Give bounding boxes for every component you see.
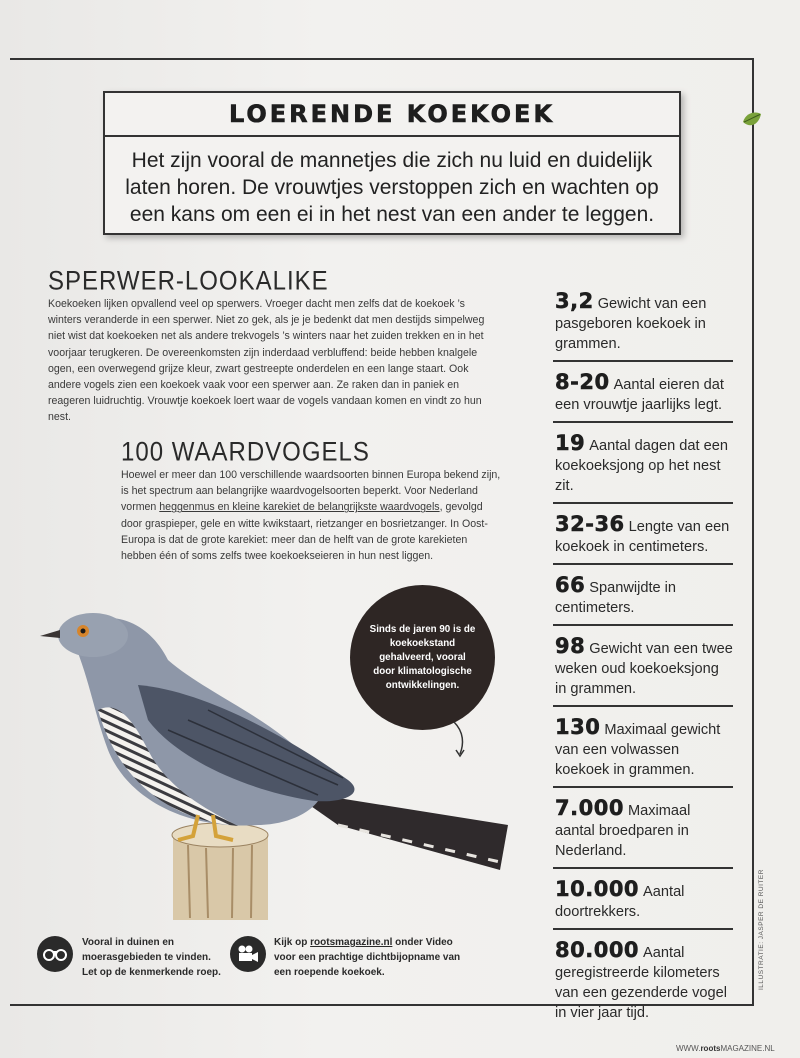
stat-value: 7.000 bbox=[555, 796, 624, 820]
video-text-post: onder Video voor een prachtige dichtbijopname van een roepende koekoek. bbox=[274, 937, 461, 978]
stat-value: 10.000 bbox=[555, 877, 640, 901]
section2-heading: 100 WAARDVOGELS bbox=[121, 437, 370, 468]
beak bbox=[40, 630, 60, 638]
stat-text: Gewicht van een twee weken oud koekoeksjong in grammen. bbox=[555, 641, 733, 697]
stat-item bbox=[553, 878, 733, 930]
stat-item bbox=[553, 290, 733, 362]
section1-text: Koekoeken lijken opvallend veel op sperwers. Vroeger dacht men zelfs dat de koekoek ’s winters veranderde in een sperwer. Niet zo gek, als je je bedenkt dat men destijds simpelweg niet wist dat koekoeken net als andere trekvogels ’s winters naar het zuiden trekken en in het voorjaar terugkeren. De overeenkomsten zijn inderdaad verbluffend: beide hebben knalgele ogen, een overwegend grijze kleur, zwart gestreepte onderdelen en een lange staart. Ook andere vogels zien een koekoek vaak voor een sperwer aan. Ze raken dan in paniek en reageren luidruchtig. Vrouwtje koekoek loert waar de vogels vandaan komen en vindt zo hun nest. bbox=[48, 298, 485, 424]
video-camera-icon bbox=[230, 936, 266, 972]
illustration-credit: ILLUSTRATIE: JASPER DE RUITER bbox=[758, 869, 765, 990]
title-box bbox=[103, 91, 681, 235]
binoculars-icon bbox=[37, 936, 73, 972]
section2-underlined: heggenmus en kleine karekiet de belangrijkste waardvogels bbox=[159, 501, 440, 514]
stat-text: Maximaal gewicht van een volwassen koekoek in grammen. bbox=[555, 722, 721, 778]
curved-arrow-icon bbox=[448, 720, 472, 760]
stat-text: Aantal geregistreerde kilometers van een gezenderde vogel in vier jaar tijd. bbox=[555, 945, 728, 1021]
stat-text: Aantal doortrekkers. bbox=[555, 884, 685, 920]
bird-head bbox=[58, 613, 128, 657]
url-suffix: MAGAZINE.NL bbox=[720, 1044, 775, 1053]
stat-item bbox=[553, 513, 733, 565]
section2-text-b: , gevolgd door graspieper, gele en witte kwikstaart, rietzanger en bosrietzanger. In Oost-Europa is dat de grote karekiet: meer dan de helft van de grote karekieten hebben één of soms zelfs twee koekoekseieren in hun nest liggen. bbox=[121, 501, 488, 563]
section2-text bbox=[121, 467, 501, 564]
stats-column bbox=[553, 290, 733, 1038]
stat-item bbox=[553, 797, 733, 869]
url-prefix: WWW. bbox=[676, 1044, 701, 1053]
magazine-url bbox=[676, 1044, 775, 1053]
tail bbox=[288, 790, 508, 870]
article-title: LOERENDE KOEKOEK bbox=[228, 100, 556, 128]
binoculars-text: Vooral in duinen en moerasgebieden te vinden. Let op de kenmerkende roep. bbox=[82, 937, 221, 978]
stat-value: 19 bbox=[555, 431, 586, 455]
section2-text-a: Hoewel er meer dan 100 verschillende waardsoorten binnen Europa bekend zijn, is het spectrum aan belangrijke waardvogelsoorten beperkt. Voor Nederland vormen bbox=[121, 469, 501, 514]
stat-item bbox=[553, 574, 733, 626]
stat-item bbox=[553, 939, 733, 1029]
stat-item bbox=[553, 635, 733, 707]
stat-item bbox=[553, 371, 733, 423]
stat-text: Gewicht van een pasgeboren koekoek in grammen. bbox=[555, 296, 707, 352]
video-text bbox=[274, 935, 464, 980]
article-lead: Het zijn vooral de mannetjes die zich nu luid en duidelijk laten horen. De vrouwtjes verstoppen zich en wachten op een kans om een ei in het nest van een ander te leggen. bbox=[125, 149, 659, 226]
stat-text: Aantal eieren dat een vrouwtje jaarlijks legt. bbox=[555, 377, 724, 413]
info-bubble bbox=[350, 585, 495, 730]
video-text-pre: Kijk op bbox=[274, 937, 311, 948]
stat-text: Lengte van een koekoek in centimeters. bbox=[555, 519, 730, 555]
stat-value: 98 bbox=[555, 634, 586, 658]
stat-text: Aantal dagen dat een koekoeksjong op het nest zit. bbox=[555, 438, 728, 494]
stat-value: 130 bbox=[555, 715, 601, 739]
stat-item bbox=[553, 432, 733, 504]
stat-text: Spanwijdte in centimeters. bbox=[555, 580, 677, 616]
section1-heading: SPERWER-LOOKALIKE bbox=[48, 266, 329, 297]
stat-value: 3,2 bbox=[555, 289, 594, 313]
stat-value: 66 bbox=[555, 573, 586, 597]
stat-value: 80.000 bbox=[555, 938, 640, 962]
bubble-text: Sinds de jaren 90 is de koekoekstand gehalveerd, vooral door klimatologische ontwikkelingen. bbox=[369, 623, 476, 691]
stat-value: 32-36 bbox=[555, 512, 625, 536]
leaf-icon bbox=[740, 108, 764, 132]
title-header bbox=[105, 93, 679, 137]
stat-value: 8-20 bbox=[555, 370, 610, 394]
video-link[interactable]: rootsmagazine.nl bbox=[310, 937, 393, 948]
url-brand: roots bbox=[700, 1044, 721, 1053]
stat-item bbox=[553, 716, 733, 788]
stat-text: Maximaal aantal broedparen in Nederland. bbox=[555, 803, 691, 859]
